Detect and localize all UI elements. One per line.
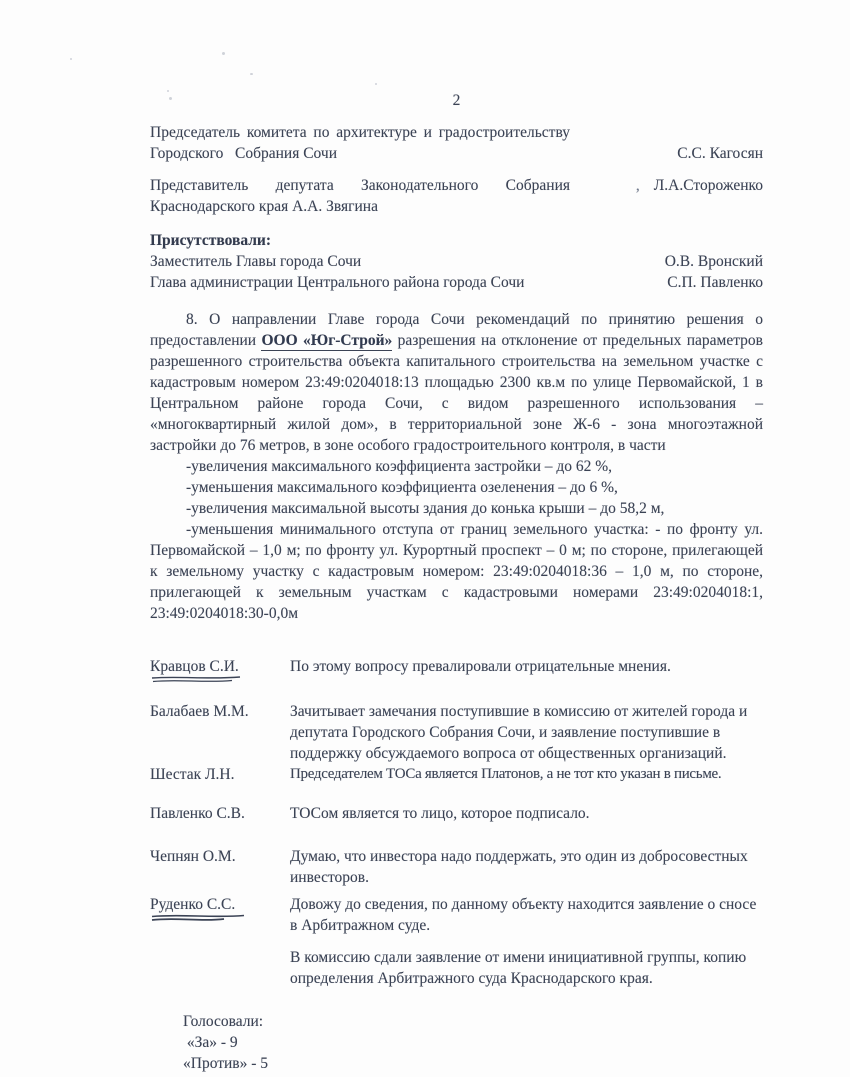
agenda-line: Центральном районе города Сочи, с видом разрешенного использования –	[150, 395, 763, 412]
speaker-name-text: Балабаев М.М.	[150, 703, 249, 720]
speech-text	[290, 701, 763, 764]
agenda-line: 8. О направлении Главе города Сочи рекомендаций по принятию решения о	[186, 311, 763, 328]
speech-paragraph: В комиссию сдали заявление от имени инициативной группы, копию определения Арбитражного суда Краснодарского края.	[290, 949, 747, 987]
agenda-line: разрешенного строительства объекта капитального строительства на земельном участке с	[150, 353, 763, 370]
agenda-line-with-company	[150, 330, 763, 351]
attendee-name: С.П. Павленко	[667, 274, 763, 291]
official-title-line: Краснодарского края А.А. Звягина	[150, 198, 378, 215]
agenda-line: застройки до 76 метров, в зоне особого градостроительного контроля, в части	[150, 437, 666, 454]
official-title-line: Городского Собрания Сочи	[150, 145, 337, 162]
speaker-name-text: Шестак Л.Н.	[150, 766, 235, 783]
official-title-line: Представитель депутата Законодательного Собрания	[150, 177, 570, 194]
speech-paragraph: Председателем ТОСа является Платонов, а не тот кто указан в письме.	[290, 766, 722, 782]
official-title	[150, 122, 570, 164]
attendee-title: Глава администрации Центрального района города Сочи	[150, 274, 525, 291]
agenda-sub-item-line: к земельному участку с кадастровым номером: 23:49:0204018:36 – 1,0 м, по стороне,	[150, 563, 763, 580]
speech-rudenko	[150, 894, 763, 989]
attendee-row	[150, 272, 763, 293]
stray-comma-mark: ,	[635, 177, 640, 194]
agenda-line: кадастровым номером 23:49:0204018:13 площадью 2300 кв.м по улице Первомайской, 1 в	[150, 374, 763, 391]
speaker-name	[150, 894, 290, 989]
agenda-sub-item-line: Первомайской – 1,0 м; по фронту ул. Курортный проспект – 0 м; по стороне, прилегающей	[150, 542, 763, 559]
speech-paragraph: Думаю, что инвестора надо поддержать, это один из добросовестных инвесторов.	[290, 848, 748, 886]
agenda-sub-item: -уменьшения максимального коэффициента озеленения – до 6 %,	[186, 479, 618, 496]
speech-text	[290, 764, 763, 785]
speech-paragraph: По этому вопросу превалировали отрицательные мнения.	[290, 658, 671, 675]
attendee-title: Заместитель Главы города Сочи	[150, 253, 362, 270]
speech-text	[290, 894, 763, 989]
pen-underline-scribble	[150, 913, 246, 924]
voting-line-za: «За» - 9	[183, 1034, 238, 1051]
page-number: 2	[452, 92, 461, 109]
speech-text	[290, 656, 763, 677]
agenda-sub-item: -увеличения максимальной высоты здания до конька крыши – до 58,2 м,	[186, 500, 665, 517]
speaker-name	[150, 846, 290, 888]
speaker-name-text: Павленко С.В.	[150, 805, 245, 822]
attendees-section	[150, 230, 763, 293]
voting-heading: Голосовали:	[183, 1013, 264, 1030]
pen-underline-scribble	[150, 675, 242, 685]
speech-pavlenko	[150, 803, 763, 824]
speech-balabaev	[150, 701, 763, 764]
speaker-name	[150, 764, 290, 785]
attendees-heading: Присутствовали:	[150, 232, 272, 249]
speaker-name-text: Руденко С.С.	[150, 896, 236, 913]
agenda-sub-item: -увеличения максимального коэффициента застройки – до 62 %,	[186, 458, 613, 475]
speaker-name	[150, 803, 290, 824]
official-name-text: Л.А.Стороженко	[653, 177, 763, 194]
official-title-line: Председатель комитета по архитектуре и градостроительству	[150, 124, 570, 141]
speech-kravtsov	[150, 656, 763, 677]
speech-chepnyan	[150, 846, 763, 888]
speech-text	[290, 846, 763, 888]
agenda-sub-item-line: прилегающей к земельным участкам с кадастровыми номерами 23:49:0204018:1,	[150, 584, 763, 601]
agenda-line: «многоквартирный жилой дом», в территориальной зоне Ж-6 - зона многоэтажной	[150, 416, 763, 433]
speech-shestak	[150, 764, 763, 785]
official-name: С.С. Кагосян	[677, 145, 763, 162]
speech-text	[290, 803, 763, 824]
speech-paragraph: Довожу до сведения, по данному объекту находится заявление о сносе в Арбитражном суде.	[290, 896, 757, 934]
speech-paragraph: Зачитывает замечания поступившие в комиссию от жителей города и депутата Городского Собрания Сочи, и заявление поступившие в поддержку обсуждаемого вопроса от общественных организаций.	[290, 703, 748, 762]
agenda-text: предоставлении	[150, 332, 262, 349]
company-name: ООО «Юг-Строй»	[261, 332, 393, 349]
speaker-name-text: Чепнян О.М.	[150, 848, 236, 865]
official-entry-chairman	[150, 122, 763, 164]
speaker-name	[150, 701, 290, 764]
speaker-name-text: Кравцов С.И.	[150, 658, 239, 675]
speaker-name	[150, 656, 290, 677]
agenda-sub-item-line: -уменьшения минимального отступа от границ земельного участка: - по фронту ул.	[186, 521, 763, 538]
official-entry-deputy-representative	[150, 175, 763, 217]
agenda-sub-item-line: 23:49:0204018:30-0,0м	[150, 605, 299, 622]
attendee-row	[150, 251, 763, 272]
voting-results	[183, 1011, 763, 1074]
voting-line-protiv: «Против» - 5	[183, 1055, 269, 1072]
agenda-item-8	[150, 309, 763, 624]
official-name	[636, 175, 763, 196]
official-title	[150, 175, 570, 217]
agenda-text: разрешения на отклонение от предельных параметров	[392, 332, 764, 349]
speech-paragraph: ТОСом является то лицо, которое подписало.	[290, 805, 590, 822]
attendee-name: О.В. Вронский	[664, 253, 763, 270]
